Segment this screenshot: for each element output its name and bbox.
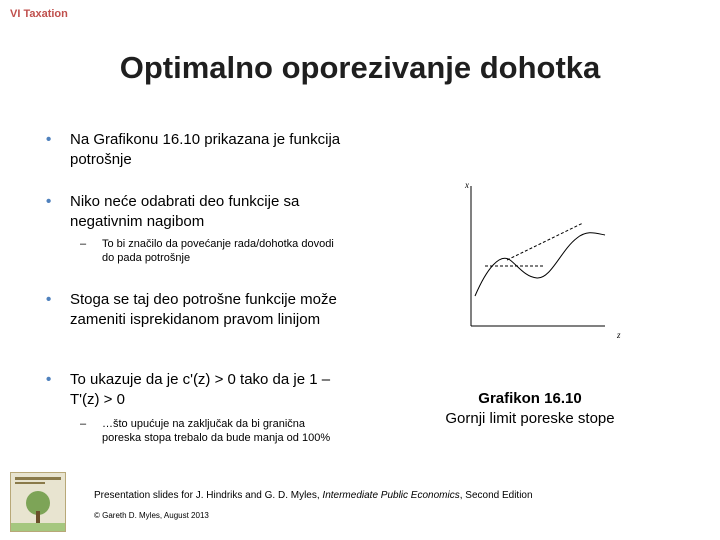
sub-bullet-text: To bi značilo da povećanje rada/dohotka dovodi do pada potrošnje (102, 238, 334, 264)
footer-prefix: Presentation slides for J. Hindriks and G. D. Myles, (94, 490, 323, 501)
dashed-tangent-line (507, 223, 583, 260)
dash-icon: – (80, 418, 87, 430)
graph-caption (420, 389, 640, 429)
x-axis-label: z (617, 330, 621, 340)
bullet-icon: • (46, 131, 52, 148)
bullet-formula: c'(z) > 0 tako da je 1 – T'(z) > 0 (70, 371, 331, 408)
bullet-text: Niko neće odabrati deo funkcije sa negativnim nagibom (70, 193, 300, 230)
bullet-text: Na Grafikonu 16.10 prikazana je funkcija potrošnje (70, 131, 341, 168)
sub-bullet-text: …što upućuje na zaključak da bi granična poreska stopa trebalo da bude manja od 100% (102, 418, 331, 444)
footer-suffix: , Second Edition (459, 490, 533, 501)
bullet-icon: • (46, 193, 52, 210)
caption-title: Grafikon 16.10 (478, 390, 582, 407)
section-tag: VI Taxation (10, 8, 68, 20)
footer-book-title: Intermediate Public Economics (322, 490, 460, 501)
bullet-icon: • (46, 371, 52, 388)
dash-icon: – (80, 238, 87, 250)
y-axis-label: x (465, 180, 469, 190)
footer-credit (94, 490, 533, 501)
consumption-curve (475, 233, 605, 296)
consumption-function-graph (455, 178, 635, 343)
footer-copyright: © Gareth D. Myles, August 2013 (94, 511, 209, 520)
book-cover-image (10, 472, 66, 532)
bullet-icon: • (46, 291, 52, 308)
caption-subtitle: Gornji limit poreske stope (445, 410, 615, 427)
bullet-text: Stoga se taj deo potrošne funkcije može zameniti isprekidanom pravom linijom (70, 291, 337, 328)
bullet-text-prefix: To ukazuje da je (70, 371, 183, 388)
slide-title: Optimalno oporezivanje dohotka (119, 50, 601, 85)
bullet-text (70, 370, 360, 410)
